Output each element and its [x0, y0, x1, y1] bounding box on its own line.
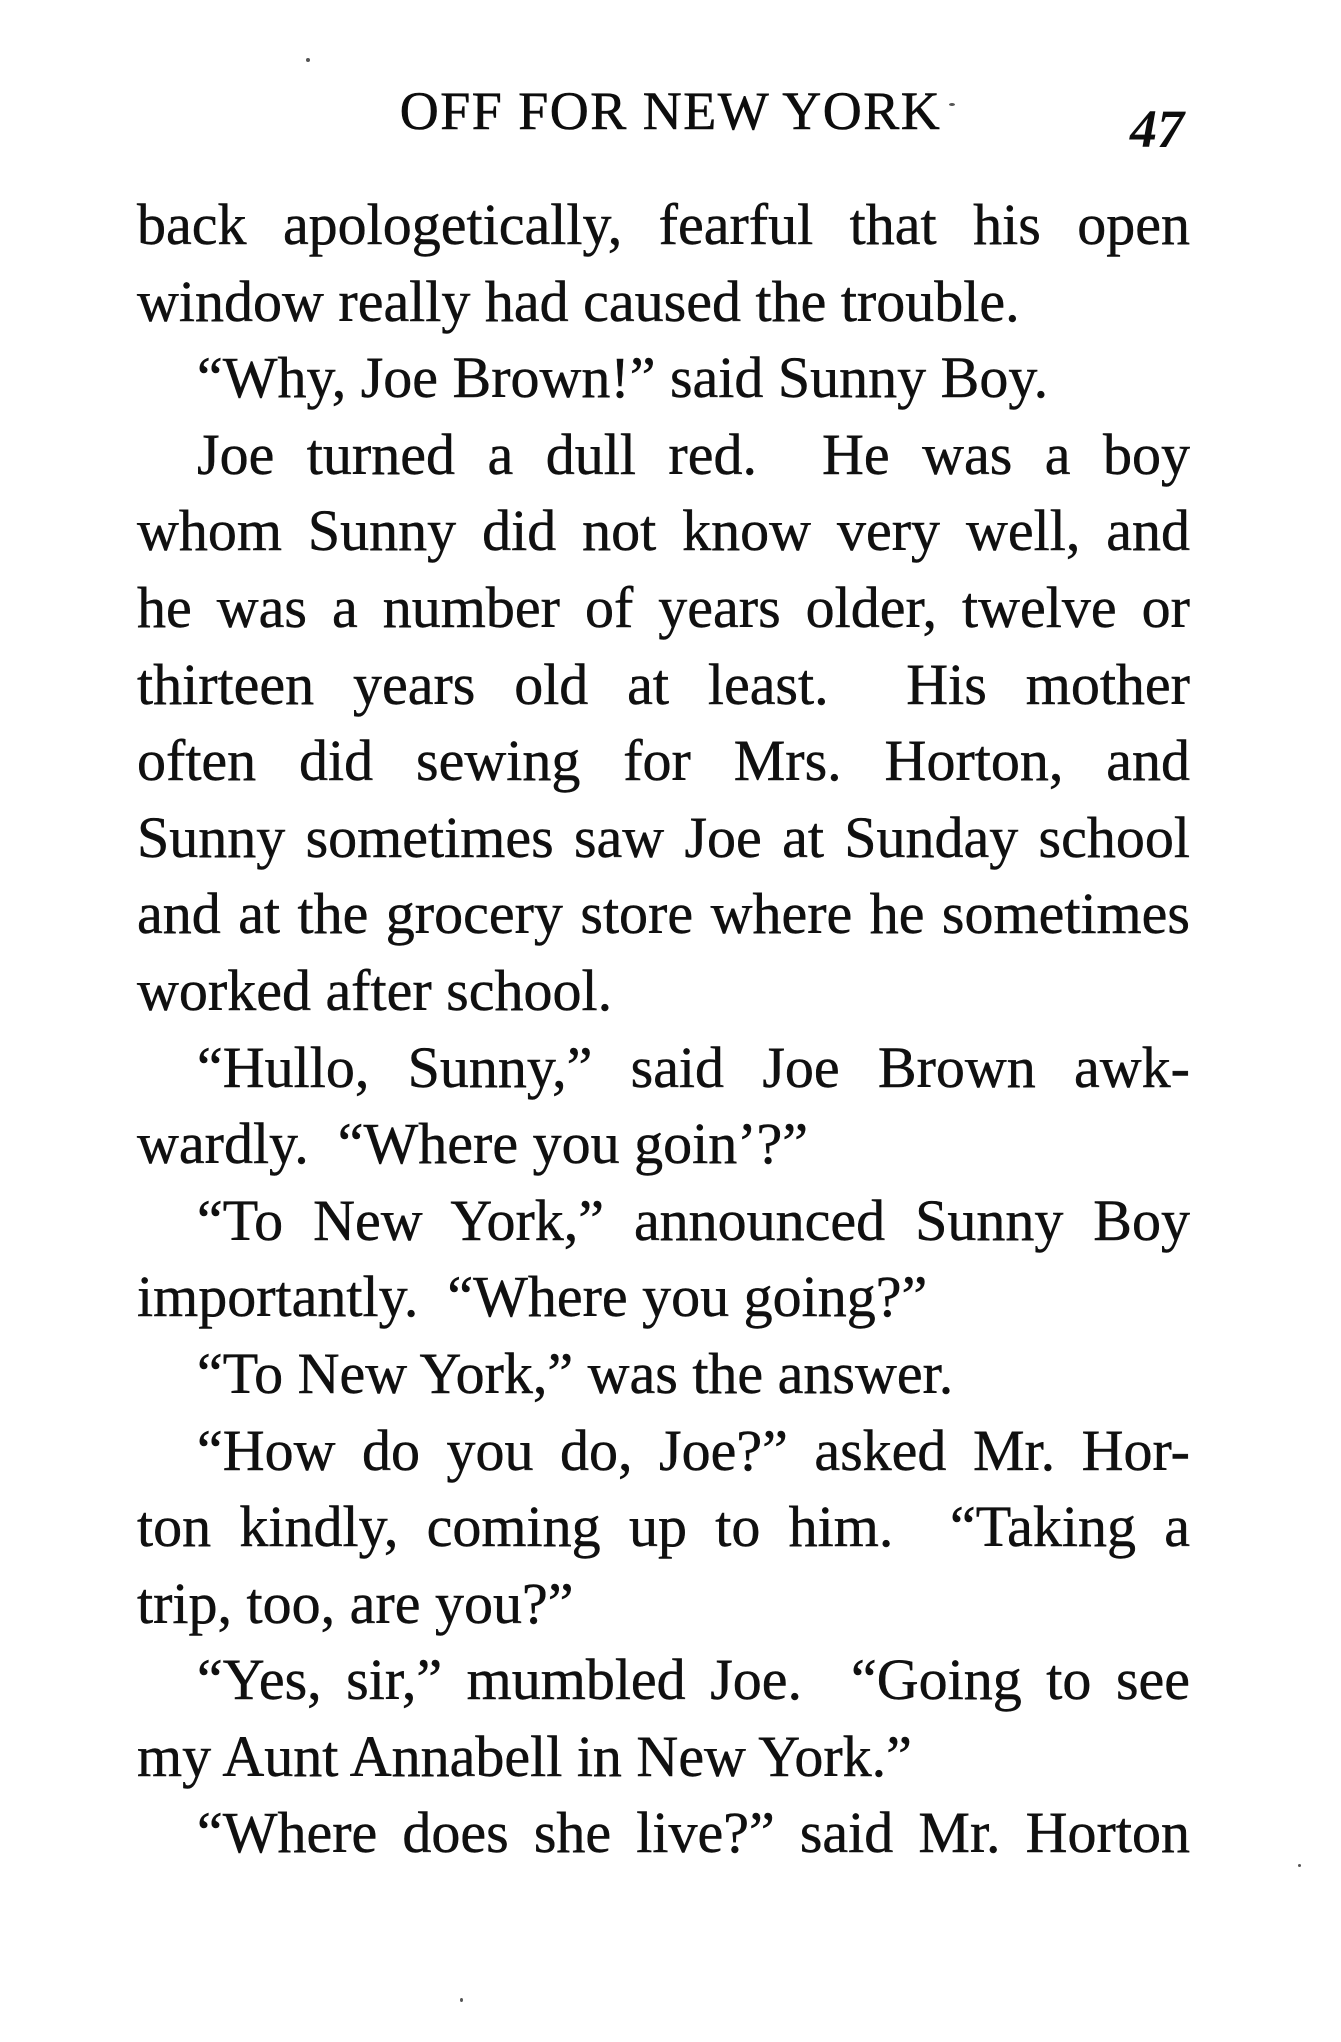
text-line: Sunny sometimes saw Joe at Sunday school	[137, 804, 1190, 870]
text-line: “To New York,” was the answer.	[197, 1340, 954, 1406]
text-line: and at the grocery store where he sometimes	[137, 881, 1190, 947]
text-line: back apologetically, fearful that his open	[137, 192, 1190, 257]
text-line: importantly. “Where you going?”	[137, 1264, 928, 1330]
running-head-title: OFF FOR NEW YORK	[399, 81, 942, 141]
scan-speck	[949, 103, 955, 106]
text-line: “To New York,” announced Sunny Boy	[197, 1187, 1190, 1253]
text-line: “Where does she live?” said Mr. Horton	[197, 1800, 1190, 1866]
text-line: often did sewing for Mrs. Horton, and	[137, 728, 1190, 794]
text-line: “Hullo, Sunny,” said Joe Brown awk-	[197, 1034, 1190, 1100]
text-line: “Yes, sir,” mumbled Joe. “Going to see	[197, 1647, 1190, 1713]
text-line: “Why, Joe Brown!” said Sunny Boy.	[197, 345, 1049, 411]
text-line: wardly. “Where you goin’?”	[137, 1111, 808, 1177]
text-line: trip, too, are you?”	[137, 1570, 574, 1636]
text-line: worked after school.	[137, 957, 613, 1023]
text-line: window really had caused the trouble.	[137, 268, 1020, 334]
text-line: he was a number of years older, twelve or	[137, 574, 1190, 640]
body-text-block	[137, 187, 1190, 1872]
text-line: my Aunt Annabell in New York.”	[137, 1723, 912, 1789]
scan-speck	[306, 58, 310, 62]
text-line: ton kindly, coming up to him. “Taking a	[137, 1494, 1190, 1560]
text-line: thirteen years old at least. His mother	[137, 651, 1190, 717]
text-line: Joe turned a dull red. He was a boy	[197, 421, 1190, 487]
scan-speck	[1298, 1864, 1301, 1867]
text-line: whom Sunny did not know very well, and	[137, 498, 1190, 564]
text-line: “How do you do, Joe?” asked Mr. Hor-	[197, 1417, 1190, 1483]
scan-speck	[460, 1998, 463, 2002]
page-number: 47	[1130, 99, 1184, 159]
